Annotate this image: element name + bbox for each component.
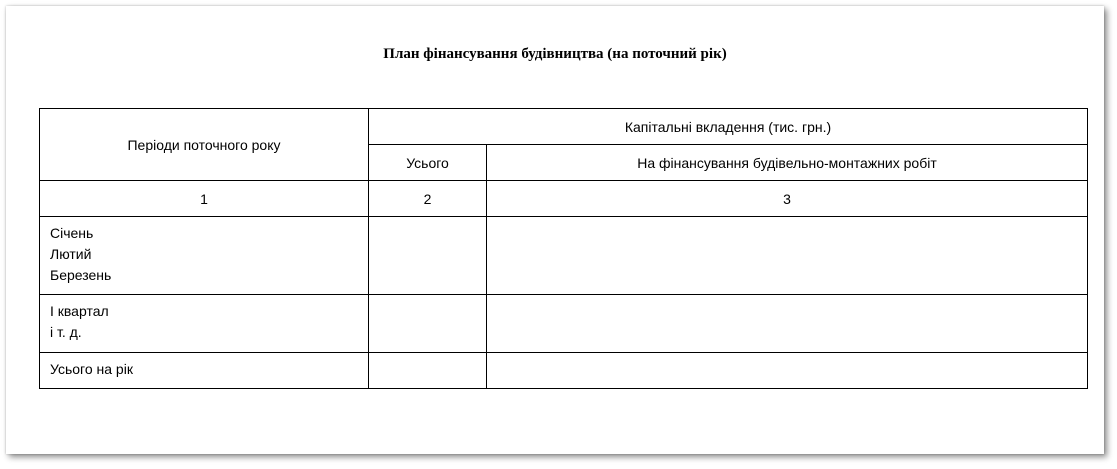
- header-capital-investments: Капітальні вкладення (тис. грн.): [369, 109, 1088, 145]
- period-label: Березень: [50, 267, 112, 283]
- period-label: і т. д.: [50, 324, 82, 340]
- period-label: І квартал: [50, 303, 109, 319]
- header-construction-financing: На фінансування будівельно-монтажних робіт: [487, 145, 1088, 181]
- total-cell: [369, 295, 487, 353]
- period-label: Лютий: [50, 246, 92, 262]
- document-page: [6, 6, 1104, 454]
- column-number-row: [40, 181, 1088, 217]
- table-row: [40, 295, 1088, 353]
- table-row: [40, 217, 1088, 295]
- construction-cell: [487, 353, 1088, 389]
- period-label: Січень: [50, 225, 94, 241]
- periods-cell: [40, 295, 369, 353]
- periods-cell: [40, 353, 369, 389]
- period-label: Усього на рік: [50, 361, 133, 377]
- header-periods: Періоди поточного року: [40, 109, 369, 181]
- header-total: Усього: [369, 145, 487, 181]
- financing-plan-table: [39, 108, 1088, 389]
- document-title: План фінансування будівництва (на поточний рік): [383, 46, 727, 62]
- construction-cell: [487, 217, 1088, 295]
- total-cell: [369, 217, 487, 295]
- column-number: 3: [487, 181, 1088, 217]
- table-row: [40, 353, 1088, 389]
- column-number: 1: [40, 181, 369, 217]
- column-number: 2: [369, 181, 487, 217]
- periods-cell: [40, 217, 369, 295]
- header-row-1: [40, 109, 1088, 145]
- construction-cell: [487, 295, 1088, 353]
- total-cell: [369, 353, 487, 389]
